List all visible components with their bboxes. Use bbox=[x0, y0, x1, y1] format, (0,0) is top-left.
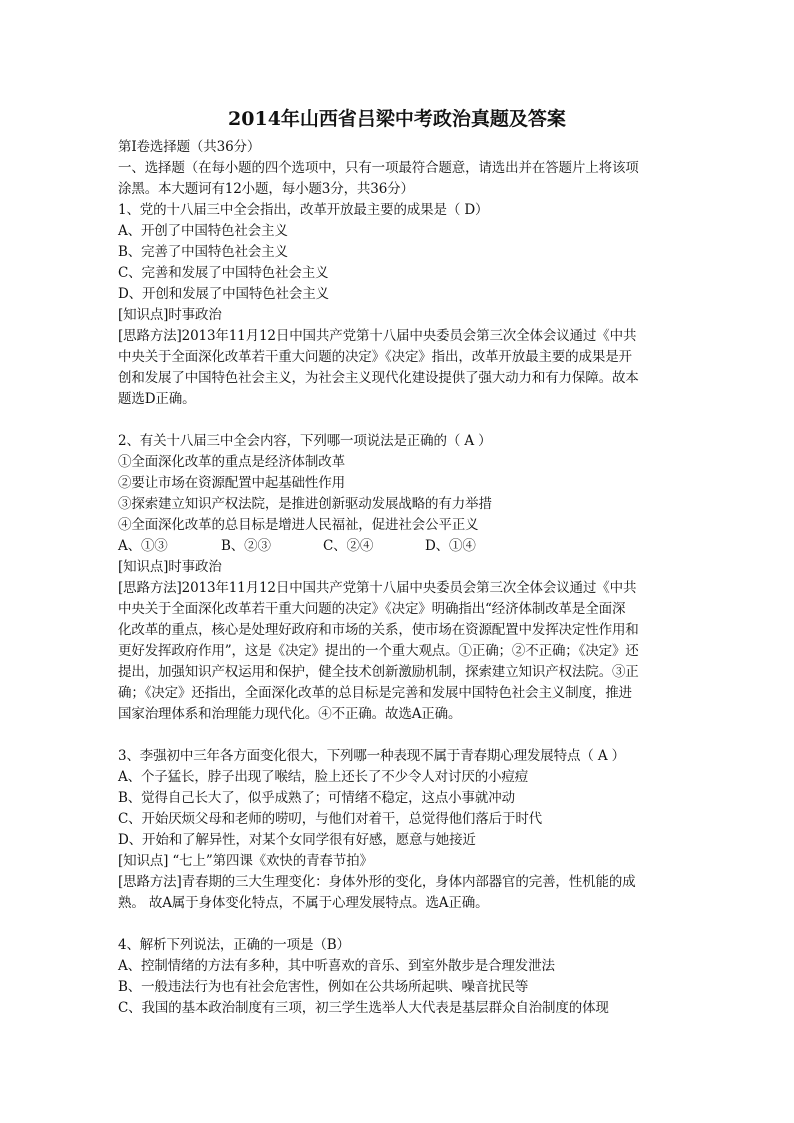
question-2-statement-1: ①全面深化改革的重点是经济体制改革 bbox=[118, 454, 345, 470]
question-2-knowledge: [知识点]时事政治 bbox=[118, 559, 222, 575]
question-4-option-c: C、我国的基本政治制度有三项，初三学生选举人大代表是基层群众自治制度的体现 bbox=[118, 1000, 609, 1016]
question-4-option-b: B、一般违法行为也有社会危害性，例如在公共场所起哄、噪音扰民等 bbox=[118, 979, 529, 995]
question-3-analysis: 熟。 故A属于身体变化特点，不属于心理发展特点。选A正确。 bbox=[118, 895, 489, 911]
question-3-option-d: D、开始和了解异性，对某个女同学很有好感，愿意与她接近 bbox=[118, 832, 476, 848]
question-1-option-a: A、开创了中国特色社会主义 bbox=[118, 223, 288, 239]
question-1-analysis: 题选D正确。 bbox=[118, 391, 196, 407]
document-body bbox=[118, 137, 678, 1019]
question-2-option-c: C、②④ bbox=[323, 538, 374, 554]
question-2-statement-3: ③探索建立知识产权法院，是推进创新驱动发展战略的有力举措 bbox=[118, 496, 492, 512]
question-4-stem: 4、解析下列说法，正确的一项是（B） bbox=[118, 937, 350, 953]
question-4-option-a: A、控制情绪的方法有多种，其中听喜欢的音乐、到室外散步是合理发泄法 bbox=[118, 958, 555, 974]
document-title: 2014年山西省吕梁中考政治真题及答案 bbox=[228, 108, 566, 130]
spacer bbox=[118, 914, 678, 935]
question-3-knowledge: [知识点] “七上”第四课《欢快的青春节拍》 bbox=[118, 853, 373, 869]
question-1-option-b: B、完善了中国特色社会主义 bbox=[118, 244, 288, 260]
question-2-analysis: [思路方法]2013年11月12日中国共产党第十八届中央委员会第三次全体会议通过《中共 bbox=[118, 580, 637, 596]
part-heading: 第Ⅰ卷选择题（共36分） bbox=[118, 139, 261, 155]
question-2-options bbox=[118, 536, 678, 557]
question-1-analysis: [思路方法]2013年11月12日中国共产党第十八届中央委员会第三次全体会议通过《中共 bbox=[118, 328, 637, 344]
question-3-option-c: C、开始厌烦父母和老师的唠叨，与他们对着干，总觉得他们落后于时代 bbox=[118, 811, 543, 827]
question-2-option-b: B、②③ bbox=[221, 538, 271, 554]
question-2-option-a: A、①③ bbox=[118, 538, 168, 554]
question-3-stem: 3、李强初中三年各方面变化很大，下列哪一种表现不属于青春期心理发展特点（ A ） bbox=[118, 748, 625, 764]
instructions-line: 涂黑。本大题诃有12小题，每小题3分，共36分） bbox=[118, 181, 414, 197]
spacer bbox=[118, 410, 678, 431]
spacer bbox=[118, 725, 678, 746]
question-2-stem: 2、有关十八届三中全会内容，下列哪一项说法是正确的（ A ） bbox=[118, 433, 492, 449]
question-2-analysis: 化改革的重点，核心是处理好政府和市场的关系，使市场在资源配置中发挥决定性作用和 bbox=[118, 622, 639, 638]
question-1-option-c: C、完善和发展了中国特色社会主义 bbox=[118, 265, 329, 281]
question-1-analysis: 创和发展了中国特色社会主义，为社会主义现代化建设提供了强大动力和有力保障。故本 bbox=[118, 370, 639, 386]
question-2-analysis: 提出，加强知识产权运用和保护，健全技术创新激励机制，探索建立知识产权法院。③正 bbox=[118, 664, 639, 680]
question-2-statement-4: ④全面深化改革的总目标是增进人民福祉，促进社会公平正义 bbox=[118, 517, 479, 533]
instructions-line: 一、选择题（在每小题的四个选项中，只有一项最符合题意，请选出并在答题片上将该项 bbox=[118, 160, 639, 176]
question-2-analysis: 更好发挥政府作用”，这是《决定》提出的一个重大观点。①正确；②不正确；《决定》还 bbox=[118, 643, 639, 659]
question-1-knowledge: [知识点]时事政治 bbox=[118, 307, 222, 323]
question-3-analysis: [思路方法]青春期的三大生理变化：身体外形的变化，身体内部器官的完善，性机能的成 bbox=[118, 874, 636, 890]
question-2-statement-2: ②要让市场在资源配置中起基础性作用 bbox=[118, 475, 345, 491]
question-1-analysis: 中央关于全面深化改革若干重大问题的决定》《决定》指出，改革开放最主要的成果是开 bbox=[118, 349, 632, 365]
question-2-option-d: D、①④ bbox=[425, 538, 476, 554]
question-2-analysis: 确；《决定》还指出，全面深化改革的总目标是完善和发展中国特色社会主义制度，推进 bbox=[118, 685, 632, 701]
question-1-option-d: D、开创和发展了中国特色社会主义 bbox=[118, 286, 329, 302]
question-3-option-a: A、个子猛长，脖子出现了喉结，脸上还长了不少令人对讨厌的小痘痘 bbox=[118, 769, 529, 785]
question-2-analysis: 国家治理体系和治理能力现代化。④不正确。故选A正确。 bbox=[118, 706, 462, 722]
question-2-analysis: 中央关于全面深化改革若干重大问题的决定》《决定》明确指出“经济体制改革是全面深 bbox=[118, 601, 626, 617]
question-3-option-b: B、觉得自己长大了，似乎成熟了；可情绪不稳定，这点小事就冲动 bbox=[118, 790, 515, 806]
question-1-stem: 1、党的十八届三中全会指出，改革开放最主要的成果是（ D） bbox=[118, 202, 489, 218]
